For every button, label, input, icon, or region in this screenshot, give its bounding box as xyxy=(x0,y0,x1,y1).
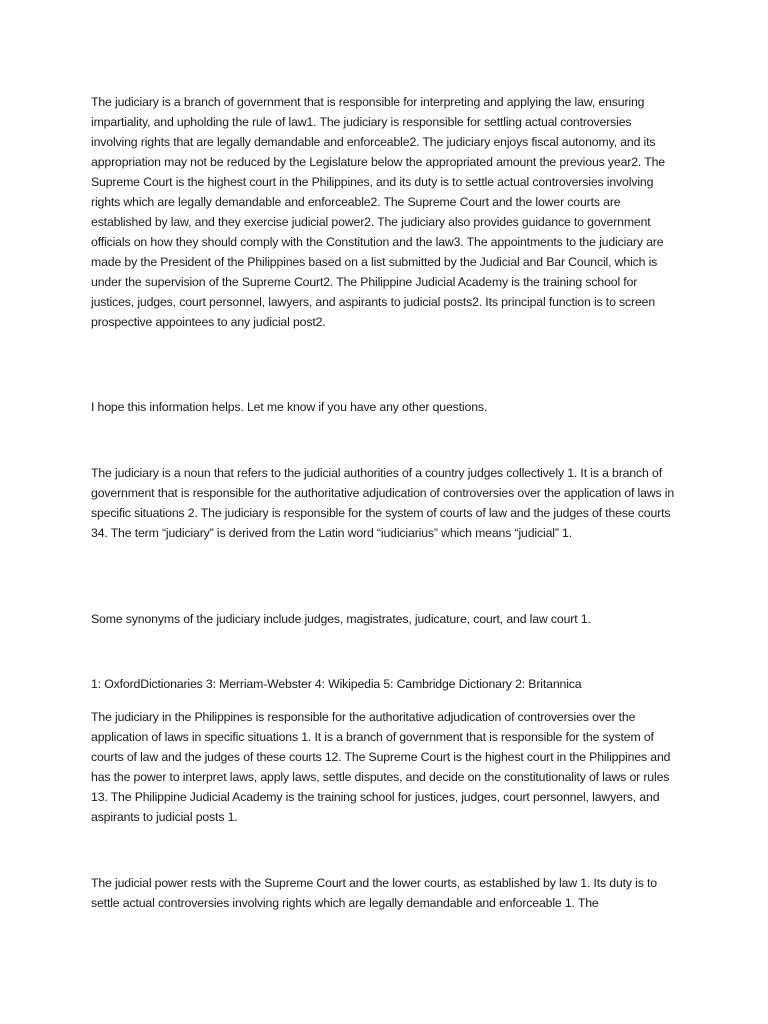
paragraph-sources: 1: OxfordDictionaries 3: Merriam-Webster 4: Wikipedia 5: Cambridge Dictionary 2: Britannica xyxy=(91,677,582,691)
paragraph-judiciary-definition: The judiciary is a noun that refers to the judicial authorities of a country judges collectively 1. It is a branch of government that is responsible for the authoritative adjudication of controversies over the application of laws in specific situations 2. The judiciary is responsible for the system of courts of law and the judges of these courts 34. The term “judiciary” is derived from the Latin word “iudiciarius” which means “judicial” 1. xyxy=(91,466,675,540)
paragraph-judicial-power: The judicial power rests with the Supreme Court and the lower courts, as established by law 1. Its duty is to settle actual controversies involving rights which are legally demandable and enforceable 1. The xyxy=(91,876,657,910)
paragraph-philippine-judiciary: The judiciary in the Philippines is responsible for the authoritative adjudication of controversies over the application of laws in specific situations 1. It is a branch of government that is responsible for the system of courts of law and the judges of these courts 12. The Supreme Court is the highest court in the Philippines and has the power to interpret laws, apply laws, settle disputes, and decide on the constitutionality of laws or rules 13. The Philippine Judicial Academy is the training school for justices, judges, court personnel, lawyers, and aspirants to judicial posts 1. xyxy=(91,710,671,824)
paragraph-closing-note: I hope this information helps. Let me know if you have any other questions. xyxy=(91,400,488,414)
paragraph-synonyms: Some synonyms of the judiciary include judges, magistrates, judicature, court, and law court 1. xyxy=(91,612,591,626)
paragraph-judiciary-overview: The judiciary is a branch of government that is responsible for interpreting and applying the law, ensuring impartiality, and upholding the rule of law1. The judiciary is responsible for settling actual controversies involving rights that are legally demandable and enforceable2. The judiciary enjoys fiscal autonomy, and its appropriation may not be reduced by the Legislature below the appropriated amount the previous year2. The Supreme Court is the highest court in the Philippines, and its duty is to settle actual controversies involving rights which are legally demandable and enforceable2. The Supreme Court and the lower courts are established by law, and they exercise judicial power2. The judiciary also provides guidance to government officials on how they should comply with the Constitution and the law3. The appointments to the judiciary are made by the President of the Philippines based on a list submitted by the Judicial and Bar Council, which is under the supervision of the Supreme Court2. The Philippine Judicial Academy is the training school for justices, judges, court personnel, lawyers, and aspirants to judicial posts2. Its principal function is to screen prospective appointees to any judicial post2. xyxy=(91,95,665,329)
